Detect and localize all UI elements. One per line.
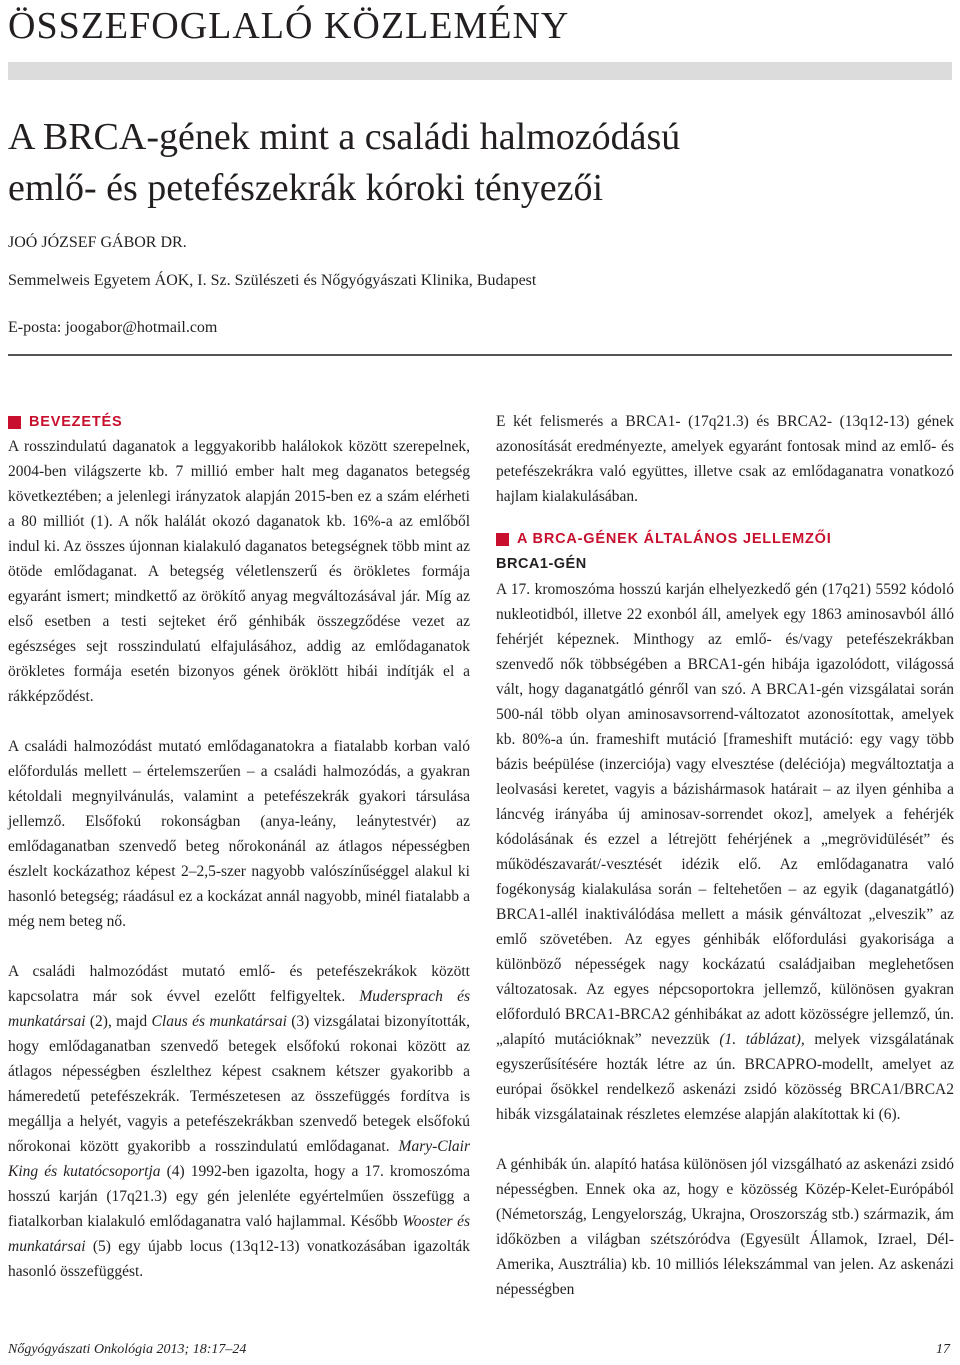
- text-span: (3) vizsgálatai bizonyították, hogy emlődaganatban szenvedő betegek elsőfokú rokonai között az átlagos népességben észlelthez képest csaknem kétszer gyakoribb a hámeredetű petefészekrák. Természetesen az összefüggés fordítva is megállja a helyét, vagyis a petefészekrákban szenvedő betegek elsőfokú nőrokonai között gyakoribb a rosszindulatú emlődaganat.: [8, 1013, 470, 1155]
- intro-paragraph-2: A családi halmozódást mutató emlődaganatokra a fiatalabb korban való előfordulás mellett – értelemszerűen – a családi halmozódás, a gyakran kétoldali megnyilvánulás, valamint a petefészekrák gyakori társulása jellemző. Elsőfokú rokonságban (anya-leány, leánytestvér) az emlődaganatban szenvedő beteg nőrokonánál az átlagos népességben észlelt kockázathoz képest 2–2,5-szer nagyobb valószínűséggel alakul ki hasonló betegség; ráadásul ez a kockázat annál nagyobb, minél fiatalabb a még nem beteg nő.: [8, 738, 470, 930]
- divider: [8, 354, 952, 356]
- journal-citation: Nőgyógyászati Onkológia 2013; 18:17–24: [8, 1342, 247, 1357]
- citation-author: Wooster és munkatársai: [8, 1213, 470, 1255]
- article-title: [8, 112, 680, 214]
- left-column: [8, 414, 470, 1284]
- title-line-1: A BRCA-gének mint a családi halmozódású: [8, 116, 681, 158]
- section-heading-brca: [496, 527, 954, 552]
- text-span: (2), majd: [85, 1013, 152, 1030]
- heading-text: BEVEZETÉS: [29, 414, 123, 430]
- text-span: melyek vizsgálatának egyszerűsítésére hozták létre az ún. BRCAPRO-modellt, amelyet az európai ősökkel rendelkező askenázi zsidó közösség BRCA1/BRCA2 hibák vizsgálatainak részletes elemzése alapján alakítottak ki (6).: [496, 1031, 954, 1123]
- text-span: A családi halmozódást mutató emlő- és petefészekrákok között kapcsolatra már sok évvel ezelőtt felfigyeltek.: [8, 963, 470, 1005]
- title-line-2: emlő- és petefészekrák kóroki tényezői: [8, 167, 604, 209]
- right-paragraph-3: A génhibák ún. alapító hatása különösen jól vizsgálható az askenázi zsidó népességben. Ennek oka az, hogy e közösség Közép-Kelet-Európából (Németország, Lengyelország, Ukrajna, Oroszország stb.) származik, ám időközben a világban szétszóródva (Egyesült Államok, Izrael, Dél-Amerika, Ausztrália) kb. 10 milliós lélekszámmal van jelen. Az askenázi népességben: [496, 1156, 954, 1298]
- text-span: (5) egy újabb locus (13q12-13) vonatkozásában igazolták hasonló összefüggést.: [8, 1238, 470, 1280]
- right-paragraph-2: [496, 577, 954, 1127]
- header-bar: [8, 62, 952, 80]
- subheading-brca1: BRCA1-GÉN: [496, 556, 587, 572]
- section-label: ÖSSZEFOGLALÓ KÖZLEMÉNY: [8, 5, 570, 47]
- email: E-posta: joogabor@hotmail.com: [8, 319, 218, 336]
- intro-paragraph-1: A rosszindulatú daganatok a leggyakoribb halálokok között szerepelnek, 2004-ben világszerte kb. 7 millió ember halt meg daganatos betegség következtében; a jelenlegi irányzatok alapján 2015-ben ez a szám elérheti a 80 milliót (1). A nők halálát okozó daganatok kb. 16%-a az emlőből indul ki. Az összes újonnan kialakuló daganatos betegségnek több mint az ötöde emlődaganat. A betegség véletlenszerű és örökletes formája egyaránt ismert; mindkettő az örökítő anyag megváltozásával jár. Míg az első esetben a testi sejteket érő génhibák összegződése vezet az egészséges sejt rosszindulatú elfajulásához, addig az emlődaganatok örökletes formája esetén bizonyos gének öröklött hibái indítják el a rákképződést.: [8, 438, 470, 705]
- affiliation: Semmelweis Egyetem ÁOK, I. Sz. Szülészeti és Nőgyógyászati Klinika, Budapest: [8, 272, 537, 289]
- citation-author: Claus és munkatársai: [151, 1013, 287, 1030]
- author: JOÓ JÓZSEF GÁBOR DR.: [8, 234, 187, 251]
- text-span: (4) 1992-ben igazolta, hogy a 17. kromoszóma hosszú karján (17q21.3) egy gén jelenléte egyértelműen összefügg a fiatalkorban kialakuló emlődaganatra való hajlammal. Később: [8, 1163, 470, 1230]
- right-paragraph-1: E két felismerés a BRCA1- (17q21.3) és BRCA2- (13q12-13) gének azonosítását eredményezte, amelyek egyaránt fontosak mind az emlő- és petefészekrákra való együttes, illetve csak az emlődaganatra vonatkozó hajlam kialakulásában.: [496, 413, 954, 505]
- intro-paragraph-3: [8, 959, 470, 1284]
- square-bullet-icon: [496, 533, 509, 546]
- page-number: 17: [936, 1342, 950, 1357]
- citation-author: Mudersprach és munkatársai: [8, 988, 470, 1030]
- table-reference: (1. táblázat),: [719, 1031, 805, 1048]
- right-column: [496, 409, 954, 1302]
- square-bullet-icon: [8, 416, 21, 429]
- citation-author: Mary-Clair King és kutatócsoportja: [8, 1138, 470, 1180]
- heading-text: A BRCA-GÉNEK ÁLTALÁNOS JELLEMZŐI: [517, 531, 832, 547]
- text-span: A 17. kromoszóma hosszú karján elhelyezkedő gén (17q21) 5592 kódoló nukleotidból, illetve 22 exonból áll, amelyek egy 1863 aminosavból álló fehérjét képeznek. Minthogy az emlő- és/vagy petefészekrákban szenvedő nők többségében a BRCA1-gén hibája igazolódott, világossá vált, hogy daganatgátló génről van szó. A BRCA1-gén vizsgálatai során 500-nál több olyan aminosavsorrend-változatot azonosítottak, amelyek kb. 80%-a ún. frameshift mutáció [frameshift mutáció: egy vagy több bázis beépülése (inzerciója) vagy elvesztése (deléciója) megváltoztatja a leolvasási keretet, vagyis a bázishármasok határait – az ilyen génhiba a láncvég irányába új aminosav-sorrendet okoz], amelyek a fehérjék kódolásának és ezzel a létrejött fehérjének a „megrövidülését” és működészavarát/-vesztését idézik elő. Az emlődaganatra való fogékonyság kialakulása során – feltehetően – az egyik (daganatgátló) BRCA1-allél inaktiválódása mellett a másik génváltozat „elveszik” az emlő szövetében. Az egyes génhibák előfordulási gyakorisága a különböző népességek nagy kockázatú családjaiban meglehetősen változatosak. Az egyes népcsoportokra jellemző, különösen gyakran előforduló BRCA1-BRCA2 génhibákat az adott közösségre jellemző, ún. „alapító mutációknak” nevezzük: [496, 581, 954, 1048]
- section-heading-intro: [8, 410, 122, 435]
